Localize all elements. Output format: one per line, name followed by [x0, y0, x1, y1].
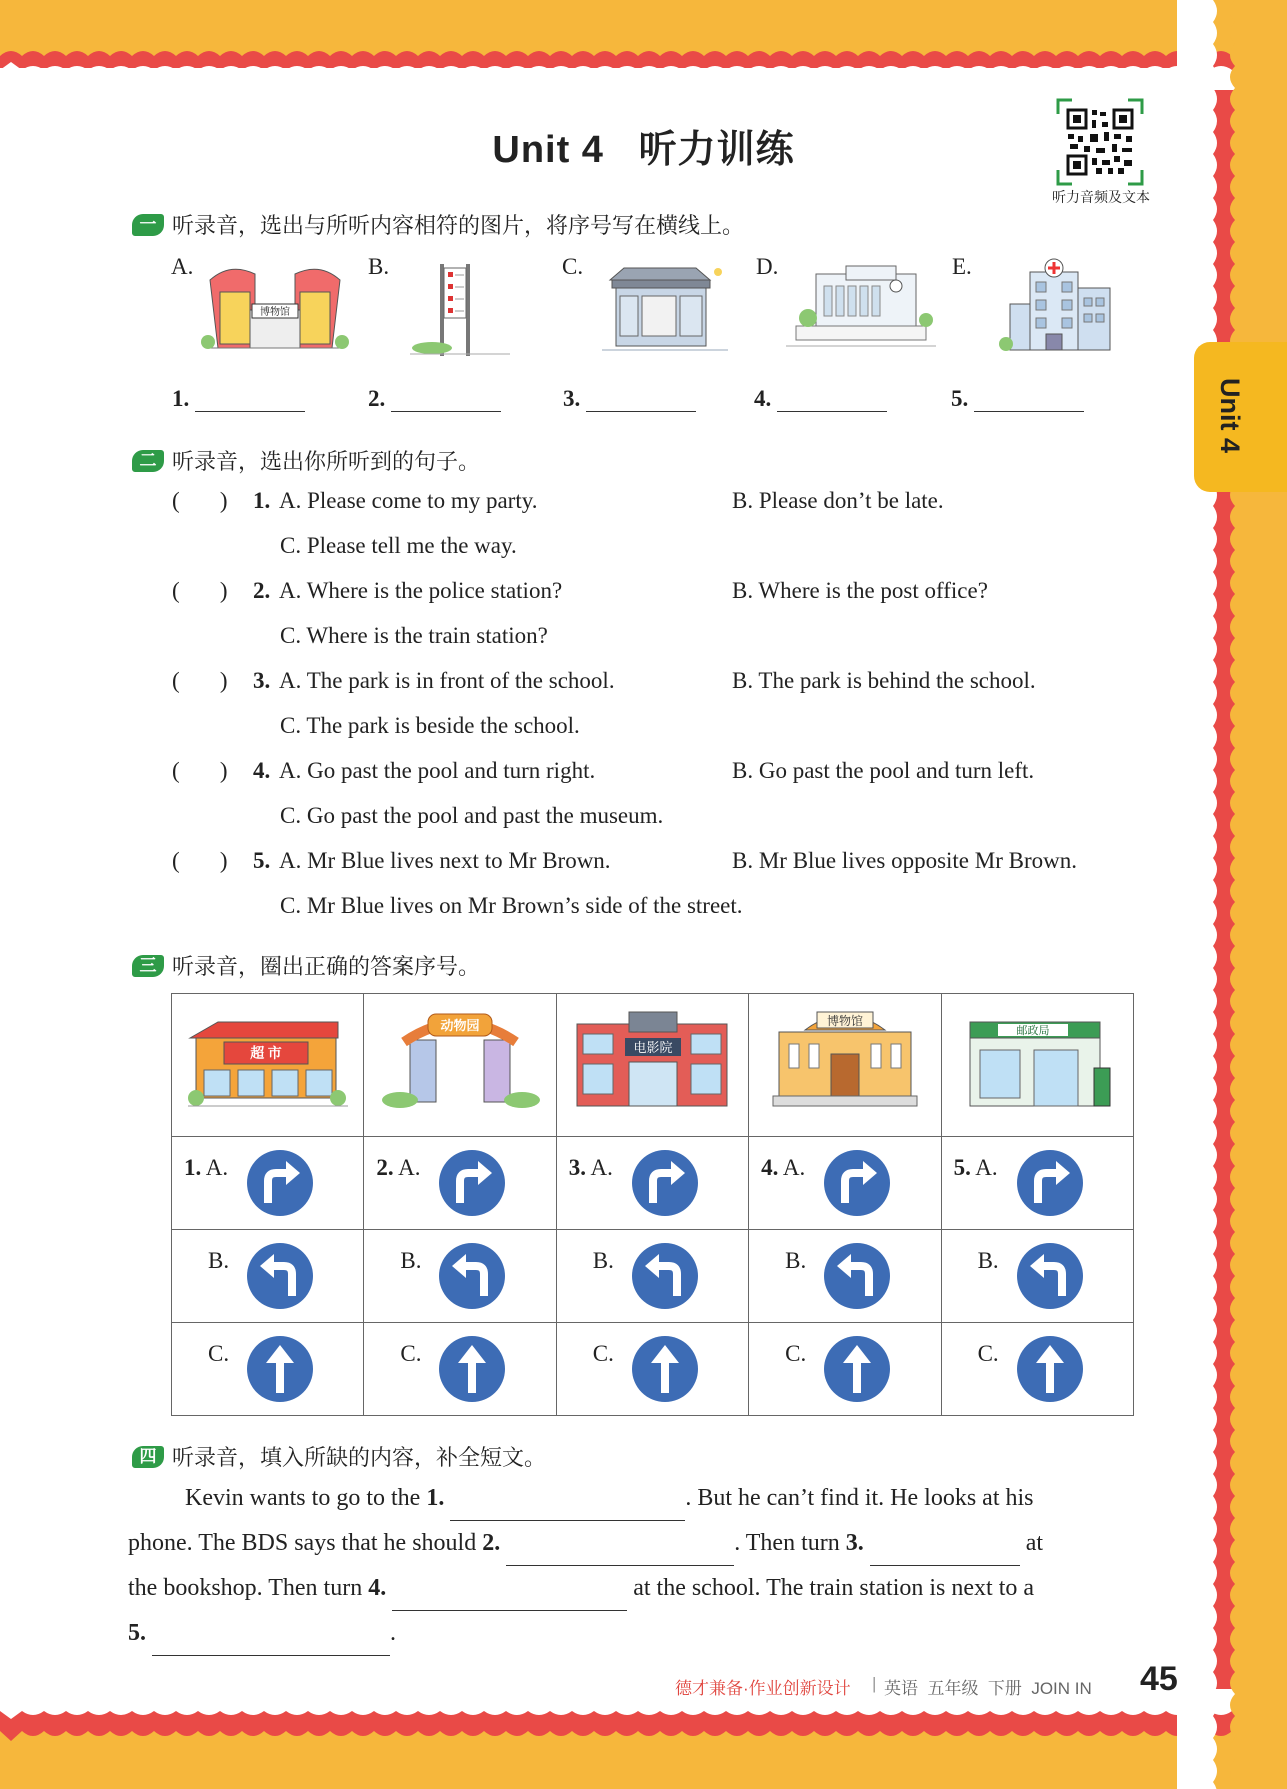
option-cell[interactable] — [556, 1137, 748, 1230]
option-cell[interactable] — [364, 1323, 556, 1416]
answer-line[interactable] — [586, 387, 696, 412]
turn-left-icon[interactable] — [438, 1242, 506, 1310]
option-letter: B. — [208, 1248, 230, 1273]
column-number: 2. — [376, 1155, 394, 1180]
turn-left-icon[interactable] — [246, 1242, 314, 1310]
qr-label: 听力音频及文本 — [1052, 189, 1150, 205]
turn-right-icon[interactable] — [246, 1149, 314, 1217]
passage-text: Kevin wants to go to the — [185, 1485, 421, 1511]
passage-line-1 — [128, 1476, 1170, 1521]
passage-blank-3[interactable] — [870, 1537, 1020, 1566]
building-cell — [364, 994, 556, 1137]
option-b: B. Please don’t be late. — [732, 488, 944, 513]
answer-bracket[interactable]: ( ) — [172, 848, 228, 873]
go-straight-icon[interactable] — [823, 1335, 891, 1403]
passage — [128, 1476, 1170, 1656]
zoo-icon — [380, 1008, 540, 1118]
column-number: 3. — [568, 1155, 587, 1180]
passage-blank-1[interactable] — [450, 1492, 685, 1521]
page-number: 45 — [1140, 1660, 1178, 1698]
blank-number: 2. — [368, 386, 386, 411]
option-letter: A. — [590, 1155, 613, 1180]
option-c: C. Where is the train station? — [280, 623, 548, 648]
section-3-badge: 三 — [132, 955, 164, 977]
blank-number: 3. — [563, 386, 581, 411]
blank-number: 4. — [368, 1575, 387, 1601]
option-b: B. Where is the post office? — [732, 578, 988, 603]
section-3-heading — [132, 950, 480, 981]
option-letter: B. — [785, 1248, 807, 1273]
answer-line[interactable] — [974, 387, 1084, 412]
passage-line-4 — [128, 1611, 1170, 1656]
qr-code[interactable] — [1056, 98, 1144, 186]
zoo-sign: 动物园 — [440, 1018, 480, 1033]
option-a: A. Please come to my party. — [279, 488, 538, 513]
section-1-badge: 一 — [132, 214, 164, 236]
passage-text: . But he can’t find it. He looks at his — [685, 1485, 1034, 1511]
train-station-icon — [786, 262, 936, 357]
blank-number: 5. — [951, 386, 969, 411]
option-cell[interactable] — [364, 1230, 556, 1323]
passage-text: the bookshop. Then turn — [128, 1575, 363, 1601]
option-cell[interactable] — [941, 1137, 1133, 1230]
question-number: 3. — [253, 668, 271, 693]
blank-number: 3. — [845, 1530, 864, 1556]
blank-2[interactable] — [368, 386, 501, 412]
option-letter: A. — [205, 1155, 229, 1180]
passage-text: phone. The BDS says that he should — [128, 1530, 477, 1556]
passage-text: at — [1025, 1530, 1044, 1556]
option-letter: C. — [785, 1341, 807, 1366]
option-cell[interactable] — [749, 1323, 941, 1416]
go-straight-icon[interactable] — [1016, 1335, 1084, 1403]
turn-right-icon[interactable] — [1016, 1149, 1084, 1217]
bus-stop-sign-icon — [410, 262, 510, 357]
answer-bracket[interactable]: ( ) — [172, 758, 228, 783]
turn-right-icon[interactable] — [438, 1149, 506, 1217]
answer-bracket[interactable]: ( ) — [172, 578, 228, 603]
option-c: C. Go past the pool and past the museum. — [280, 803, 664, 828]
go-straight-icon[interactable] — [438, 1335, 506, 1403]
blank-5[interactable] — [951, 386, 1084, 412]
answer-bracket[interactable]: ( ) — [172, 668, 228, 693]
question-number: 5. — [253, 848, 271, 873]
blank-number: 1. — [172, 386, 190, 411]
blank-number: 1. — [426, 1485, 445, 1511]
option-letter: C. — [977, 1341, 999, 1366]
answer-line[interactable] — [391, 387, 501, 412]
cinema-icon — [573, 1008, 733, 1118]
supermarket-icon — [188, 1008, 348, 1118]
footer-brand: 德才兼备·作业创新设计 — [675, 1679, 851, 1698]
answer-bracket[interactable]: ( ) — [172, 488, 228, 513]
blank-number: 2. — [482, 1530, 501, 1556]
option-cell[interactable] — [749, 1137, 941, 1230]
post-office-icon — [958, 1008, 1118, 1118]
supermarket-sign: 超 市 — [250, 1047, 282, 1062]
section-4-instruction: 听录音，填入所缺的内容，补全短文。 — [172, 1445, 547, 1470]
answer-line[interactable] — [777, 387, 887, 412]
blank-number: 4. — [754, 386, 772, 411]
building-cell — [941, 994, 1133, 1137]
option-b: B. The park is behind the school. — [732, 668, 1036, 693]
option-cell[interactable] — [172, 1230, 364, 1323]
picture-letter: C. — [562, 254, 584, 279]
option-cell[interactable] — [172, 1137, 364, 1230]
turn-right-icon[interactable] — [631, 1149, 699, 1217]
side-unit-tab — [1194, 342, 1287, 492]
option-cell[interactable] — [364, 1137, 556, 1230]
option-b: B. Go past the pool and turn left. — [732, 758, 1035, 783]
passage-blank-5[interactable] — [152, 1627, 390, 1656]
post-office-sign: 邮政局 — [1016, 1025, 1050, 1037]
picture-e — [952, 254, 972, 280]
turn-left-icon[interactable] — [1016, 1242, 1084, 1310]
turn-left-icon[interactable] — [631, 1242, 699, 1310]
option-letter: C. — [208, 1341, 230, 1366]
column-number: 5. — [953, 1155, 971, 1180]
zoo-gate-icon — [200, 262, 350, 357]
question-number: 1. — [253, 488, 271, 513]
picture-letter: B. — [368, 254, 390, 279]
passage-text: . — [390, 1620, 396, 1646]
option-cell[interactable] — [556, 1323, 748, 1416]
blank-4[interactable] — [754, 386, 887, 412]
option-letter: A. — [975, 1155, 998, 1180]
option-c: C. Please tell me the way. — [280, 533, 517, 558]
section-4-badge: 四 — [132, 1446, 164, 1468]
hospital-icon — [998, 254, 1118, 359]
museum-icon — [765, 1004, 925, 1114]
option-a: A. Where is the police station? — [279, 578, 563, 603]
section-2-badge: 二 — [132, 450, 164, 472]
option-a: A. Mr Blue lives next to Mr Brown. — [279, 848, 611, 873]
question-number: 4. — [253, 758, 271, 783]
footer-info: 英语 五年级 下册 JOIN IN — [884, 1679, 1092, 1698]
turn-right-icon[interactable] — [823, 1149, 891, 1217]
passage-text: . Then turn — [734, 1530, 840, 1556]
picture-letter: A. — [171, 254, 194, 279]
picture-letter: D. — [756, 254, 779, 279]
option-cell[interactable] — [941, 1323, 1133, 1416]
option-letter: A. — [782, 1155, 806, 1180]
option-cell[interactable] — [556, 1230, 748, 1323]
cinema-sign: 电影院 — [633, 1040, 673, 1055]
option-b: B. Mr Blue lives opposite Mr Brown. — [732, 848, 1077, 873]
passage-line-3 — [128, 1566, 1170, 1611]
blank-3[interactable] — [563, 386, 696, 412]
option-letter: C. — [400, 1341, 422, 1366]
option-cell[interactable] — [749, 1230, 941, 1323]
picture-d — [756, 254, 778, 280]
side-unit-tab-label: Unit 4 — [1215, 378, 1245, 454]
footer-divider: | — [872, 1674, 877, 1693]
question-number: 2. — [253, 578, 271, 603]
option-letter: B. — [592, 1248, 614, 1273]
option-a: A. Go past the pool and turn right. — [279, 758, 596, 783]
page-title: Unit 4 听力训练 — [492, 129, 795, 171]
picture-c — [562, 254, 583, 280]
building-cell — [556, 994, 748, 1137]
option-cell[interactable] — [172, 1323, 364, 1416]
go-straight-icon[interactable] — [246, 1335, 314, 1403]
direction-grid — [171, 993, 1134, 1416]
blank-1[interactable] — [172, 386, 305, 412]
option-cell[interactable] — [941, 1230, 1133, 1323]
option-c: C. The park is beside the school. — [280, 713, 580, 738]
passage-line-2 — [128, 1521, 1170, 1566]
building-cell — [749, 994, 941, 1137]
museum-sign: 博物馆 — [827, 1014, 864, 1028]
passage-blank-2[interactable] — [506, 1537, 734, 1566]
passage-text: at the school. The train station is next to a — [633, 1575, 1035, 1601]
turn-left-icon[interactable] — [823, 1242, 891, 1310]
option-letter: B. — [977, 1248, 999, 1273]
section-2-heading — [132, 445, 480, 476]
option-c: C. Mr Blue lives on Mr Brown’s side of the street. — [280, 893, 743, 918]
column-number: 4. — [761, 1155, 779, 1180]
option-letter: C. — [592, 1341, 614, 1366]
section-2-instruction: 听录音，选出你所听到的句子。 — [172, 449, 481, 474]
option-letter: B. — [400, 1248, 422, 1273]
section-1-instruction: 听录音，选出与所听内容相符的图片，将序号写在横线上。 — [172, 213, 745, 238]
go-straight-icon[interactable] — [631, 1335, 699, 1403]
qr-code-icon — [1056, 98, 1144, 186]
kiosk-icon — [600, 262, 730, 357]
picture-a — [171, 254, 193, 280]
option-a: A. The park is in front of the school. — [279, 668, 615, 693]
section-3-instruction: 听录音，圈出正确的答案序号。 — [172, 954, 481, 979]
column-number: 1. — [184, 1155, 202, 1180]
section-4-heading — [132, 1441, 546, 1472]
option-letter: A. — [398, 1155, 421, 1180]
picture-letter: E. — [952, 254, 972, 279]
blank-number: 5. — [128, 1620, 146, 1646]
answer-line[interactable] — [195, 387, 305, 412]
picture-b — [368, 254, 389, 280]
section-1-heading — [132, 209, 744, 240]
zoo-gate-sign: 博物馆 — [260, 307, 290, 318]
passage-blank-4[interactable] — [392, 1582, 627, 1611]
building-cell — [172, 994, 364, 1137]
